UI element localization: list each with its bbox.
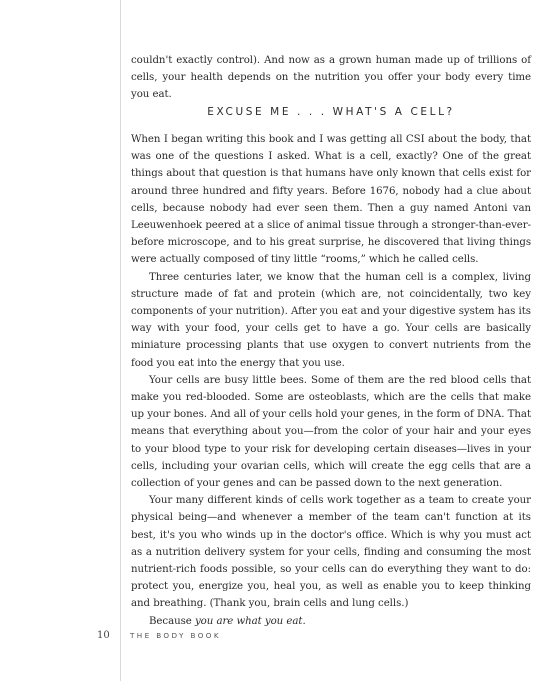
body-paragraph-2: Three centuries later, we know that the human cell is a complex, living structure made of fat and protein (which are, not coincidentally, two key components of your nutrition). After you eat and your digestive system has its way with your food, your cells get to have a go. Your cells are basically miniature processing plants that use oxygen to convert nutrients from the food you eat into the energy that you use. [131, 271, 531, 369]
body-paragraph-4: Your many different kinds of cells work together as a team to create your physical being—and whenever a member of the team can't function at its best, it's you who winds up in the doctor's office. Which is why you must act as a nutrition delivery system for your cells, finding and consuming the most nutrient-rich foods possible, so your cells can do everything they want to do: protect you, energize you, heal you, as well as enable you to keep thinking and breathing. (Thank you, brain cells and lung cells.) [131, 495, 531, 610]
closing-line-emphasis: you are what you eat [194, 615, 303, 627]
body-paragraph-1: When I began writing this book and I was getting all CSI about the body, that was one of the questions I asked. What is a cell, exactly? One of the great things about that question is that humans have only known that cells exist for around three hundred and fifty years. Before 1676, nobody had a clue about cells, because nobody had ever seen them. Then a guy named Antoni van Leeuwenhoek peered at a slice of animal tissue through a stronger-than-ever-before microscope, and to his great surprise, he discovered that living things were actually composed of tiny little “rooms,” which he called cells. [131, 134, 531, 266]
section-heading: EXCUSE ME . . . WHAT'S A CELL? [207, 106, 455, 118]
running-head: THE BODY BOOK [130, 631, 221, 640]
closing-line-suffix: . [302, 615, 306, 627]
section-body [131, 131, 531, 630]
page-footer [0, 630, 550, 644]
body-paragraph-3: Your cells are busy little bees. Some of them are the red blood cells that make you red-blooded. Some are osteoblasts, which are the cells that make up your bones. And all of your cells hold your genes, in the form of DNA. That means that everything about you—from the color of your hair and your eyes to your blood type to your risk for developing certain diseases—lives in your cells, including your ovarian cells, which will create the egg cells that are a collection of your genes and can be passed down to the next generation. [131, 374, 531, 490]
closing-line [131, 613, 531, 630]
continuation-paragraph-block [131, 52, 531, 104]
continuation-paragraph: couldn't exactly control). And now as a grown human made up of trillions of cells, your health depends on the nutrition you offer your body every time you eat. [131, 55, 531, 101]
page-number: 10 [97, 630, 110, 641]
margin-rule [120, 0, 121, 681]
closing-line-prefix: Because [149, 615, 195, 627]
